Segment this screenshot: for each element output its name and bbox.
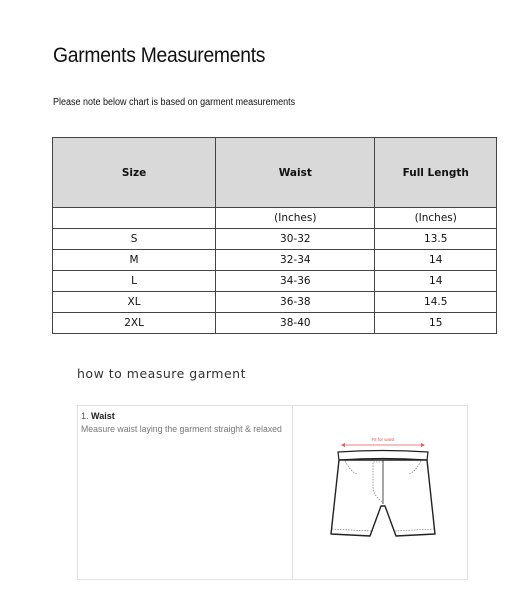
units-size — [53, 208, 216, 229]
fit-for-waist-label: Fit for waist — [371, 437, 395, 442]
table-row — [53, 229, 497, 250]
size-cell: S — [53, 229, 216, 250]
units-full-length: (Inches) — [375, 208, 497, 229]
full-length-cell: 14 — [375, 271, 497, 292]
header-size: Size — [53, 138, 216, 208]
full-length-cell: 15 — [375, 313, 497, 334]
table-header-row — [53, 138, 497, 208]
full-length-cell: 14 — [375, 250, 497, 271]
step-description: Measure waist laying the garment straight & relaxed — [81, 424, 282, 434]
waist-cell: 38-40 — [216, 313, 375, 334]
how-to-measure-heading: how to measure garment — [77, 366, 246, 381]
page-title: Garments Measurements — [53, 44, 266, 67]
measurement-guide-panel — [77, 405, 468, 580]
size-cell: L — [53, 271, 216, 292]
waist-cell: 30-32 — [216, 229, 375, 250]
panel-divider — [292, 406, 293, 579]
waist-cell: 34-36 — [216, 271, 375, 292]
chart-note: Please note below chart is based on garment measurements — [53, 97, 296, 108]
table-row — [53, 292, 497, 313]
table-row — [53, 271, 497, 292]
waist-cell: 36-38 — [216, 292, 375, 313]
table-row — [53, 313, 497, 334]
step-name: Waist — [91, 411, 115, 421]
shorts-diagram — [323, 428, 443, 543]
size-chart-table — [52, 137, 497, 334]
step-number: 1. — [81, 411, 89, 421]
full-length-cell: 13.5 — [375, 229, 497, 250]
arrow-right-icon — [421, 443, 425, 447]
header-waist: Waist — [216, 138, 375, 208]
size-cell: M — [53, 250, 216, 271]
step-title — [81, 411, 115, 421]
units-waist: (Inches) — [216, 208, 375, 229]
size-cell: XL — [53, 292, 216, 313]
table-row — [53, 250, 497, 271]
units-row — [53, 208, 497, 229]
arrow-left-icon — [341, 443, 345, 447]
full-length-cell: 14.5 — [375, 292, 497, 313]
waist-cell: 32-34 — [216, 250, 375, 271]
header-full-length: Full Length — [375, 138, 497, 208]
size-cell: 2XL — [53, 313, 216, 334]
waistband — [338, 451, 428, 461]
